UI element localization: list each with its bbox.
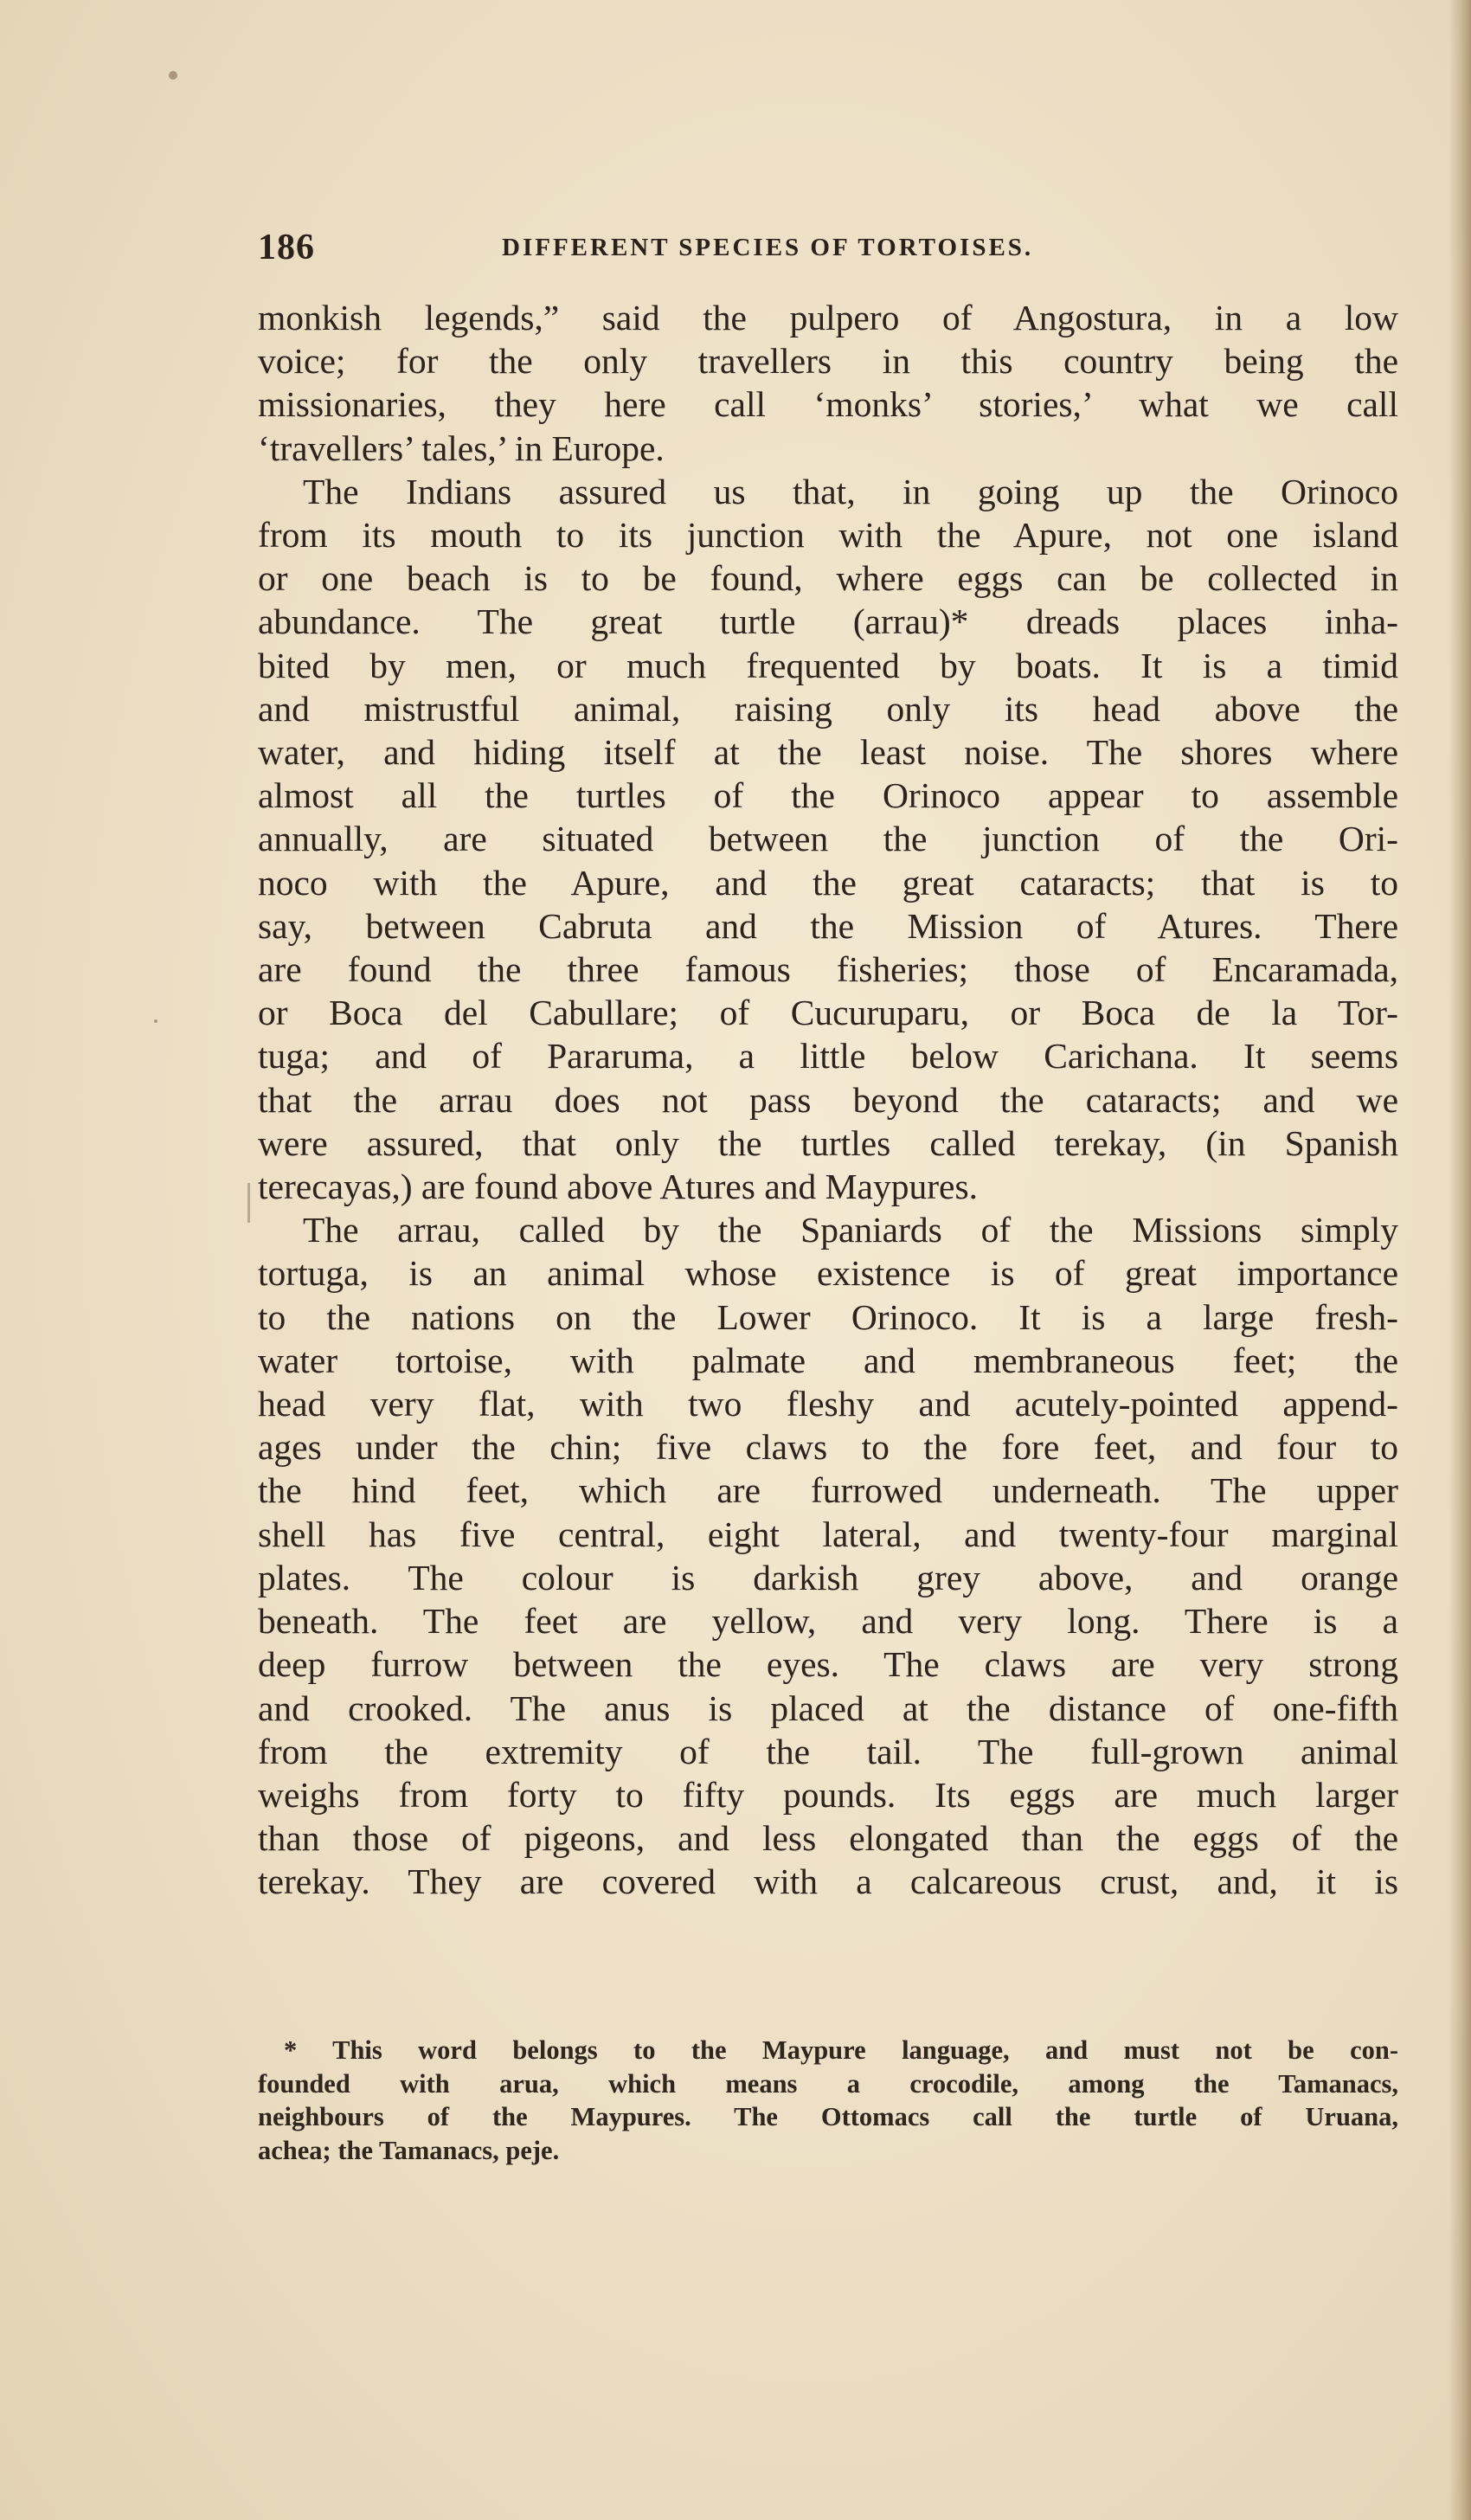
text-line: or one beach is to be found, where eggs can be collected in: [258, 558, 1398, 599]
text-line: weighs from forty to fifty pounds. Its eggs are much larger: [258, 1774, 1398, 1815]
text-line: that the arrau does not pass beyond the cataracts; and we: [258, 1079, 1398, 1120]
text-line: terecayas,) are found above Atures and Maypures.: [258, 1167, 978, 1207]
footnote-line: neighbours of the Maypures. The Ottomacs call the turtle of Uruana,: [258, 2102, 1398, 2131]
text-line: water, and hiding itself at the least noise. The shores where: [258, 732, 1398, 773]
text-line: tortuga, is an animal whose existence is of great importance: [258, 1253, 1398, 1294]
margin-mark: [247, 1183, 250, 1223]
text-line: ‘travellers’ tales,’ in Europe.: [258, 428, 665, 468]
body-text: [258, 296, 1398, 1904]
text-line: the hind feet, which are furrowed underneath. The upper: [258, 1470, 1398, 1511]
text-line: The Indians assured us that, in going up the Orinoco: [303, 471, 1398, 511]
footnote: [258, 2034, 1398, 2167]
footnote-line: achea; the Tamanacs, peje.: [258, 2135, 560, 2165]
page-edge: [1449, 0, 1471, 2520]
text-line: plates. The colour is darkish grey above, and orange: [258, 1557, 1398, 1598]
text-line: are found the three famous fisheries; those of Encaramada,: [258, 949, 1398, 990]
text-line: from its mouth to its junction with the Apure, not one island: [258, 515, 1398, 556]
text-line: tuga; and of Pararuma, a little below Carichana. It seems: [258, 1036, 1398, 1077]
running-title: DIFFERENT SPECIES OF TORTOISES.: [502, 234, 1034, 261]
text-line: ages under the chin; five claws to the fore feet, and four to: [258, 1427, 1398, 1468]
text-line: bited by men, or much frequented by boats. It is a timid: [258, 645, 1398, 685]
text-line: or Boca del Cabullare; of Cucuruparu, or Boca de la Tor-: [258, 993, 1398, 1033]
text-line: abundance. The great turtle (arrau)* dreads places inha-: [258, 601, 1398, 642]
text-line: shell has five central, eight lateral, and twenty-four marginal: [258, 1514, 1398, 1554]
text-line: noco with the Apure, and the great cataracts; that is to: [258, 862, 1398, 903]
ink-spot: [154, 1019, 157, 1023]
text-line: from the extremity of the tail. The full-grown animal: [258, 1731, 1398, 1771]
text-line: were assured, that only the turtles called terekay, (in Spanish: [258, 1122, 1398, 1163]
text-line: and crooked. The anus is placed at the distance of one-fifth: [258, 1688, 1398, 1728]
text-line: missionaries, they here call ‘monks’ stories,’ what we call: [258, 384, 1398, 425]
text-line: than those of pigeons, and less elongated than the eggs of the: [258, 1818, 1398, 1859]
text-line: voice; for the only travellers in this country being the: [258, 341, 1398, 382]
text-line: monkish legends,” said the pulpero of Angostura, in a low: [258, 298, 1398, 338]
text-line: water tortoise, with palmate and membraneous feet; the: [258, 1340, 1398, 1380]
footnote-line: * This word belongs to the Maypure language, and must not be con-: [284, 2035, 1398, 2065]
text-line: beneath. The feet are yellow, and very long. There is a: [258, 1601, 1398, 1642]
text-line: The arrau, called by the Spaniards of the Missions simply: [303, 1210, 1398, 1250]
text-line: almost all the turtles of the Orinoco appear to assemble: [258, 775, 1398, 816]
text-line: to the nations on the Lower Orinoco. It is a large fresh-: [258, 1296, 1398, 1337]
text-line: head very flat, with two fleshy and acutely-pointed append-: [258, 1384, 1398, 1424]
text-line: say, between Cabruta and the Mission of Atures. There: [258, 905, 1398, 946]
ink-spot: [169, 71, 177, 80]
footnote-line: founded with arua, which means a crocodile, among the Tamanacs,: [258, 2068, 1398, 2099]
page-header: [258, 227, 1409, 270]
page-number: 186: [258, 228, 315, 267]
text-line: and mistrustful animal, raising only its head above the: [258, 688, 1398, 729]
text-line: annually, are situated between the junction of the Ori-: [258, 819, 1398, 859]
text-line: terekay. They are covered with a calcareous crust, and, it is: [258, 1861, 1398, 1902]
text-line: deep furrow between the eyes. The claws are very strong: [258, 1644, 1398, 1685]
